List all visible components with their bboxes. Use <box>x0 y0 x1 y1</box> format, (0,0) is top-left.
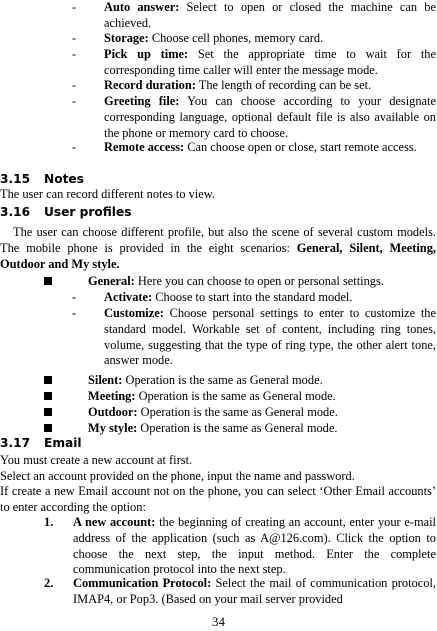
item-text: Set the appropriate time to wait for the corresponding time caller will enter the message mode. <box>104 47 436 77</box>
list-item-greeting-file <box>72 94 436 141</box>
item-label: Customize: <box>104 306 164 320</box>
email-paragraph-3: If create a new Email account not on the phone, you can select ‘Other Email accounts’ to enter according the option: <box>0 484 436 514</box>
item-text: The length of recording can be set. <box>195 78 372 92</box>
section-title: User profiles <box>44 205 132 219</box>
item-text: the beginning of creating an account, enter your e-mail address of the application (such as A@126.com). Click the option to choose the next step, the input method. Enter the complete communication protocol into the next step. <box>73 515 436 577</box>
item-label: Auto answer: <box>104 0 180 14</box>
email-paragraph-1: You must create a new account at first. <box>0 453 193 467</box>
dash-bullet: - <box>72 31 77 45</box>
section-heading-user-profiles <box>0 205 132 221</box>
list-item-storage <box>72 31 436 47</box>
item-label: Silent: <box>88 373 123 387</box>
list-item-record-duration <box>72 78 436 94</box>
item-text: Operation is the same as General mode. <box>135 389 336 403</box>
list-item-pick-up-time <box>72 47 436 79</box>
profile-general <box>44 274 436 290</box>
item-label: Storage: <box>104 31 149 45</box>
item-text: Here you can choose to open or personal settings. <box>134 274 384 288</box>
dash-bullet: - <box>72 290 77 304</box>
item-text: Can choose open or close, start remote access. <box>184 140 417 154</box>
general-sub-activate <box>72 290 436 306</box>
dash-bullet: - <box>72 140 77 154</box>
profile-my-style <box>44 421 436 437</box>
email-step-1 <box>44 515 436 578</box>
item-text: Operation is the same as General mode. <box>122 373 323 387</box>
item-text: Select to open or closed the machine can be achieved. <box>104 0 436 30</box>
item-label: My style: <box>88 421 138 435</box>
list-item-remote-access <box>72 140 436 156</box>
item-text: Choose cell phones, memory card. <box>148 31 324 45</box>
item-label: Activate: <box>104 290 153 304</box>
square-bullet-icon <box>44 376 52 384</box>
item-text: Choose to start into the standard model. <box>152 290 353 304</box>
item-label: General: <box>88 274 135 288</box>
section-title: Notes <box>44 172 84 186</box>
square-bullet-icon <box>44 277 52 285</box>
item-text: Choose personal settings to enter to customize the standard model. Workable set of content, including ring tones, volume, suggesting that the type of ring type, the other alert tone, answer mode. <box>104 306 436 368</box>
email-paragraph-2: Select an account provided on the phone, input the name and password. <box>0 469 355 483</box>
page-number: 34 <box>212 614 225 629</box>
step-number: 1. <box>44 515 54 529</box>
email-step-2 <box>44 576 436 608</box>
item-text: Operation is the same as General mode. <box>137 405 338 419</box>
dash-bullet: - <box>72 0 77 14</box>
item-label: Remote access: <box>104 140 185 154</box>
section-number: 3.17 <box>0 436 31 450</box>
profile-outdoor <box>44 405 436 421</box>
profiles-intro-paragraph <box>0 225 436 272</box>
section-heading-notes <box>0 172 84 188</box>
list-item-auto-answer <box>72 0 436 32</box>
profile-silent <box>44 373 436 389</box>
intro-bold-text: General, Silent, Meeting, Outdoor and My style. <box>0 240 436 271</box>
item-label: Outdoor: <box>88 405 138 419</box>
dash-bullet: - <box>72 78 77 92</box>
item-label: Communication Protocol: <box>73 576 212 590</box>
item-label: Record duration: <box>104 78 196 92</box>
section-title: Email <box>44 436 82 450</box>
square-bullet-icon <box>44 408 52 416</box>
item-label: Greeting file: <box>104 94 180 108</box>
square-bullet-icon <box>44 392 52 400</box>
dash-bullet: - <box>72 47 77 61</box>
item-label: Pick up time: <box>104 47 189 61</box>
square-bullet-icon <box>44 424 52 432</box>
intro-text: The user can choose different profile, but also the scene of several custom models. The mobile phone is provided in the eight scenarios: <box>0 225 436 255</box>
section-heading-email <box>0 436 82 452</box>
section-number: 3.15 <box>0 172 31 186</box>
item-label: A new account: <box>73 515 156 529</box>
profile-meeting <box>44 389 436 405</box>
general-sub-customize <box>72 306 436 369</box>
dash-bullet: - <box>72 306 77 320</box>
item-text: Operation is the same as General mode. <box>137 421 338 435</box>
notes-paragraph: The user can record different notes to view. <box>0 187 216 201</box>
item-text: You can choose according to your designate corresponding language, optional default file is also available on the phone or memory card to choose. <box>104 94 436 140</box>
section-number: 3.16 <box>0 205 31 219</box>
item-text: Select the mail of communication protocol, IMAP4, or Pop3. (Based on your mail server provided <box>73 576 436 606</box>
item-label: Meeting: <box>88 389 136 403</box>
dash-bullet: - <box>72 94 77 108</box>
step-number: 2. <box>44 576 54 590</box>
